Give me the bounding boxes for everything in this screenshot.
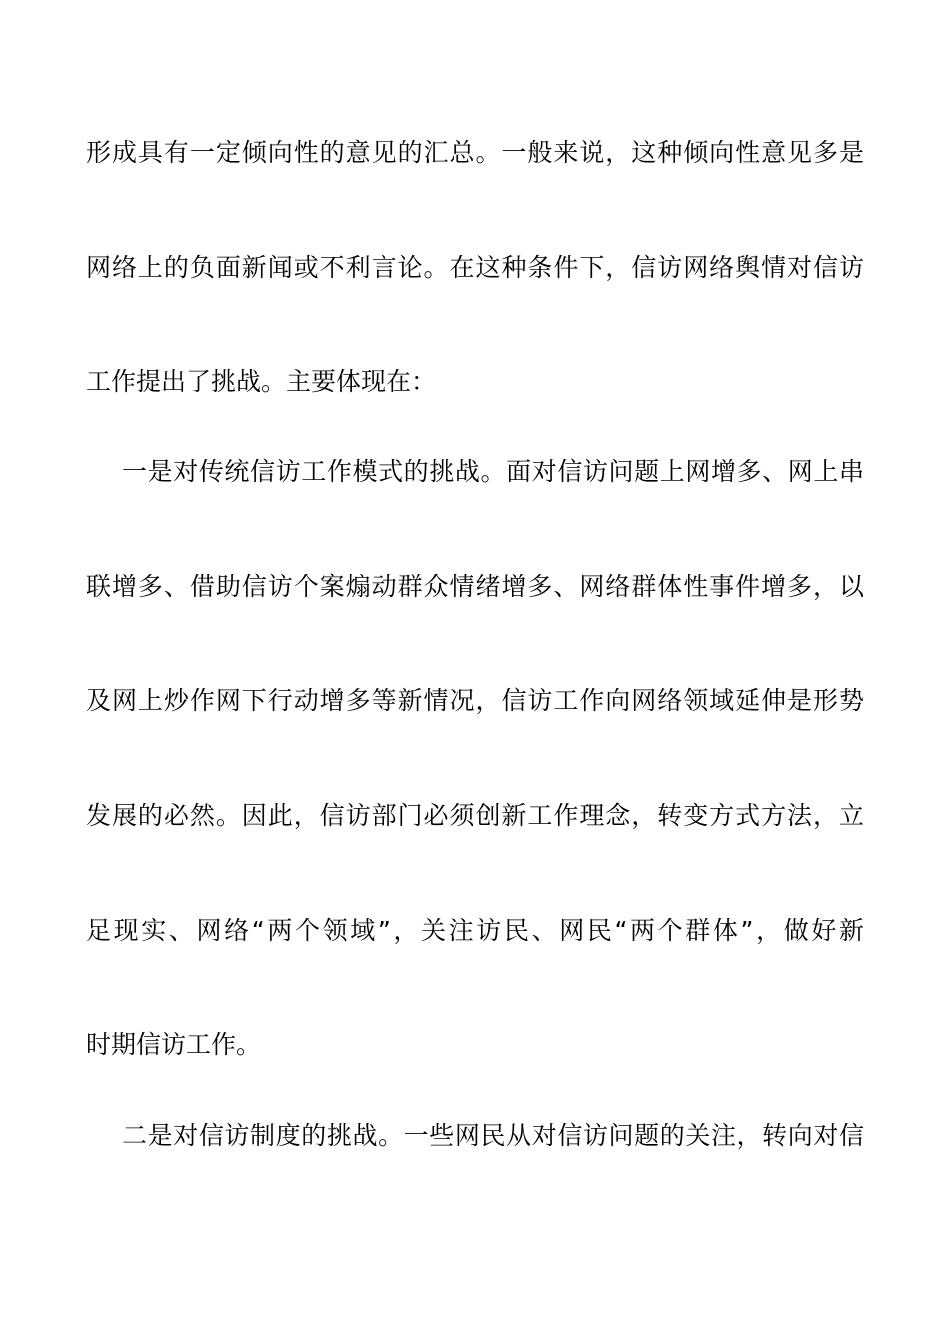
text-line-5: 联增多、借助信访个案煽动群众情绪增多、网络群体性事件增多，以 [86, 572, 864, 601]
text-line-6: 及网上炒作网下行动增多等新情况，信访工作向网络领域延伸是形势 [86, 686, 864, 715]
text-line-3: 工作提出了挑战。主要体现在： [86, 367, 437, 396]
text-line-2: 网络上的负面新闻或不利言论。在这种条件下，信访网络舆情对信访 [86, 253, 864, 282]
text-line-9: 时期信访工作。 [86, 1030, 262, 1059]
paragraph-2-line-1: 二是对信访制度的挑战。一些网民从对信访问题的关注，转向对信 [122, 1121, 864, 1150]
text-line-1: 形成具有一定倾向性的意见的汇总。一般来说，这种倾向性意见多是 [86, 138, 864, 167]
paragraph-1-line-1: 一是对传统信访工作模式的挑战。面对信访问题上网增多、网上串 [122, 457, 864, 486]
text-line-7: 发展的必然。因此，信访部门必须创新工作理念，转变方式方法，立 [86, 801, 864, 830]
text-line-8: 足现实、网络“两个领域”，关注访民、网民“两个群体”，做好新 [86, 916, 864, 945]
